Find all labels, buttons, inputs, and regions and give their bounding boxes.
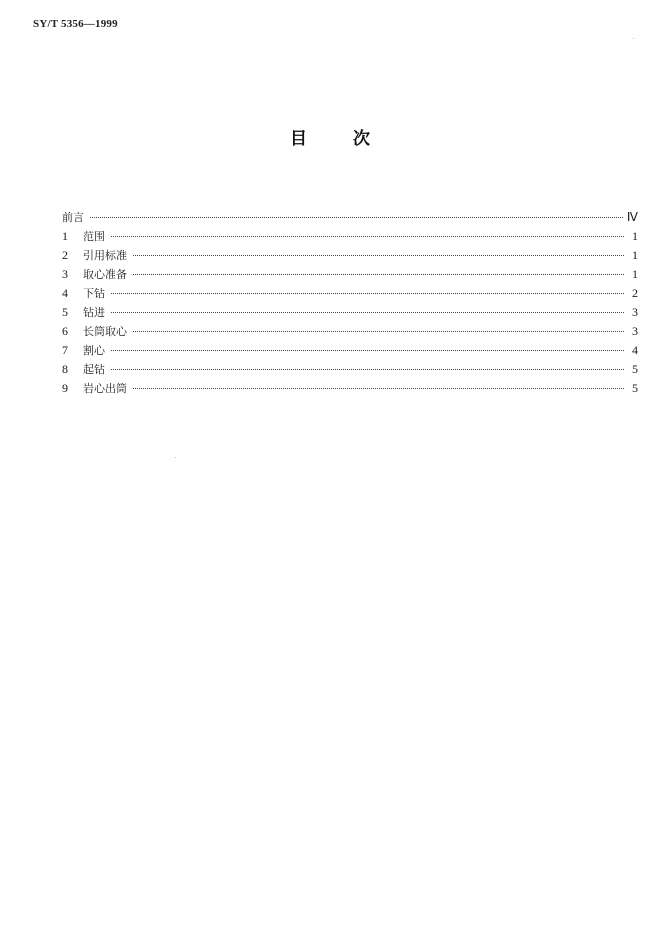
- toc-entry-number: 3: [62, 267, 68, 281]
- standard-code: SY/T 5356—1999: [33, 18, 118, 30]
- toc-entry-normative-references[interactable]: [62, 247, 638, 266]
- toc-entry-scope[interactable]: [62, 228, 638, 247]
- dot-leader: [111, 293, 624, 294]
- dot-leader: [90, 217, 623, 218]
- toc-entry-number: 4: [62, 286, 68, 300]
- toc-entry-page: 3: [632, 305, 638, 319]
- dot-leader: [111, 369, 624, 370]
- dot-leader: [111, 236, 624, 237]
- toc-entry-page: Ⅳ: [626, 210, 638, 224]
- toc-entry-label: 钻进: [83, 306, 105, 319]
- toc-entry-number: 7: [62, 343, 68, 357]
- toc-entry-label: 长筒取心: [83, 325, 127, 338]
- toc-entry-long-barrel-coring[interactable]: [62, 323, 638, 342]
- toc-entry-coring-preparation[interactable]: [62, 266, 638, 285]
- page-title: 目 次: [290, 129, 372, 149]
- toc-entry-drilling[interactable]: [62, 304, 638, 323]
- toc-entry-label: 范围: [83, 230, 105, 243]
- toc-entry-page: 5: [632, 381, 638, 395]
- toc-entry-label: 前言: [62, 211, 84, 224]
- toc-entry-tripping-in[interactable]: [62, 285, 638, 304]
- dot-leader: [133, 388, 624, 389]
- toc-entry-page: 1: [632, 267, 638, 281]
- toc-entry-number: 8: [62, 362, 68, 376]
- toc-entry-page: 3: [632, 324, 638, 338]
- toc-entry-label: 起钻: [83, 363, 105, 376]
- toc-entry-number: 5: [62, 305, 68, 319]
- toc-entry-number: 9: [62, 381, 68, 395]
- toc-entry-label: 引用标准: [83, 249, 127, 262]
- toc-entry-label: 岩心出筒: [83, 382, 127, 395]
- toc-entry-foreword[interactable]: [62, 209, 638, 228]
- toc-entry-label: 取心准备: [83, 268, 127, 281]
- toc-entry-number: 1: [62, 229, 68, 243]
- toc-entry-core-removal[interactable]: [62, 380, 638, 399]
- scan-speck: [633, 38, 634, 39]
- toc-entry-label: 下钻: [83, 287, 105, 300]
- dot-leader: [111, 350, 624, 351]
- toc-entry-tripping-out[interactable]: [62, 361, 638, 380]
- dot-leader: [133, 331, 624, 332]
- toc-entry-label: 割心: [83, 344, 105, 357]
- dot-leader: [133, 274, 624, 275]
- table-of-contents: [62, 209, 638, 399]
- toc-entry-page: 1: [632, 248, 638, 262]
- scan-speck: [175, 457, 176, 458]
- toc-entry-page: 5: [632, 362, 638, 376]
- toc-entry-number: 2: [62, 248, 68, 262]
- toc-entry-page: 1: [632, 229, 638, 243]
- toc-entry-number: 6: [62, 324, 68, 338]
- toc-entry-page: 2: [632, 286, 638, 300]
- toc-entry-core-breaking[interactable]: [62, 342, 638, 361]
- dot-leader: [111, 312, 624, 313]
- toc-entry-page: 4: [632, 343, 638, 357]
- dot-leader: [133, 255, 624, 256]
